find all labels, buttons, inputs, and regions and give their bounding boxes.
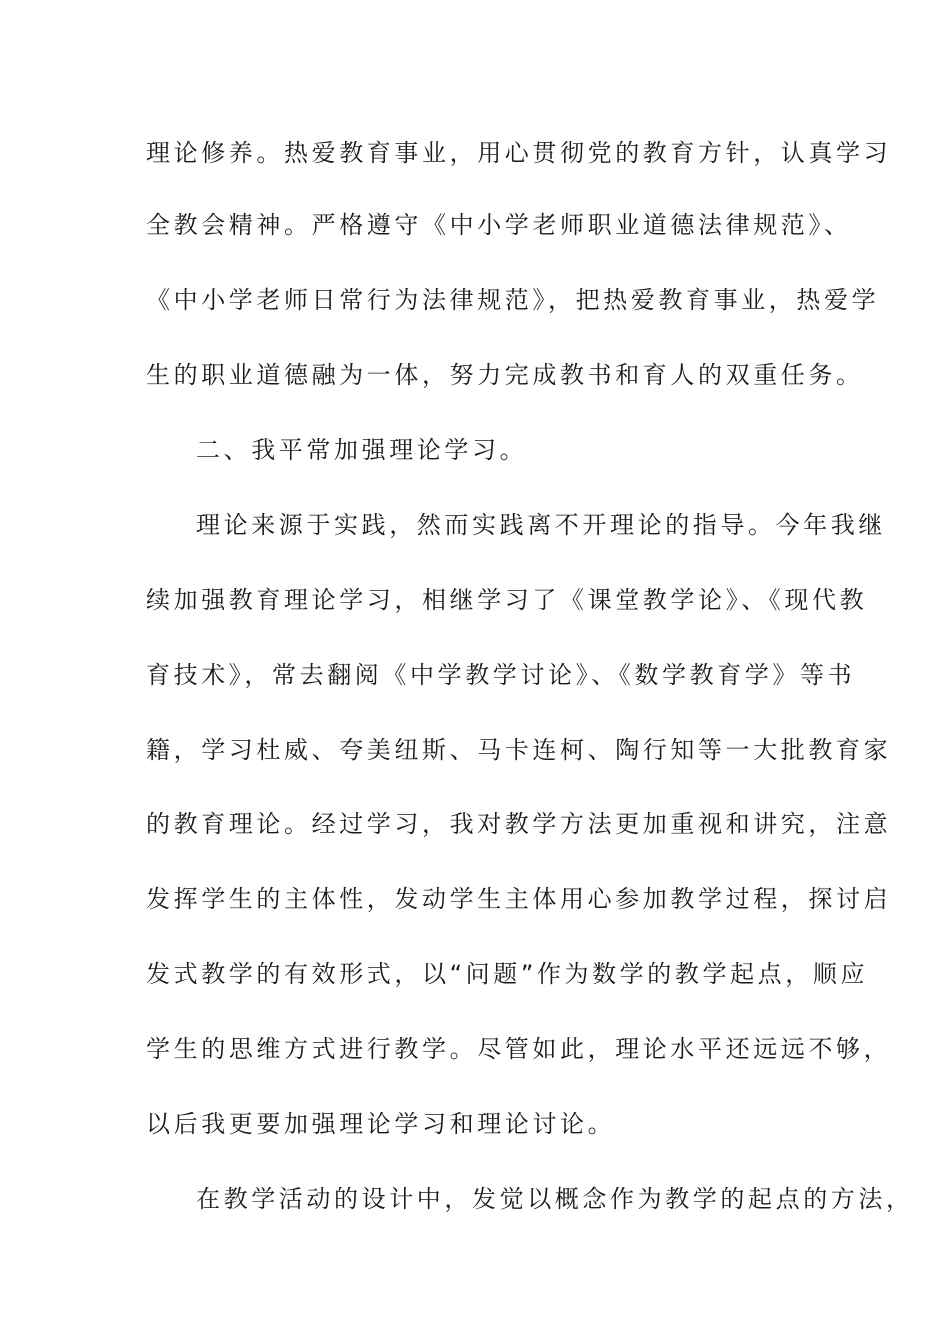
text-line-9: 籍，学习杜威、夸美纽斯、马卡连柯、陶行知等一大批教育家 (146, 736, 892, 764)
text-line-12: 发式教学的有效形式，以“问题”作为数学的教学起点，顺应 (146, 960, 869, 988)
text-line-3: 《中小学老师日常行为法律规范》，把热爱教育事业，热爱学 (146, 286, 880, 314)
text-line-7: 续加强教育理论学习，相继学习了《课堂教学论》、《现代教 (146, 586, 868, 614)
text-line-2: 全教会精神。严格遵守《中小学老师职业道德法律规范》、 (146, 211, 852, 239)
text-line-8: 育技术》，常去翻阅《中学教学讨论》、《数学教育学》等书 (146, 661, 856, 689)
text-line-1: 理论修养。热爱教育事业，用心贯彻党的教育方针，认真学习 (146, 139, 892, 167)
text-line-10: 的教育理论。经过学习，我对教学方法更加重视和讲究，注意 (146, 810, 892, 838)
text-line-6: 理论来源于实践，然而实践离不开理论的指导。今年我继 (196, 511, 886, 539)
section-heading: 二、我平常加强理论学习。 (196, 436, 528, 464)
text-line-15: 在教学活动的设计中，发觉以概念作为教学的起点的方法， (196, 1185, 914, 1213)
text-line-14: 以后我更要加强理论学习和理论讨论。 (146, 1110, 616, 1138)
text-line-4: 生的职业道德融为一体，努力完成教书和育人的双重任务。 (146, 361, 864, 389)
text-line-13: 学生的思维方式进行教学。尽管如此，理论水平还远远不够， (146, 1035, 892, 1063)
text-line-11: 发挥学生的主体性，发动学生主体用心参加教学过程，探讨启 (146, 885, 892, 913)
